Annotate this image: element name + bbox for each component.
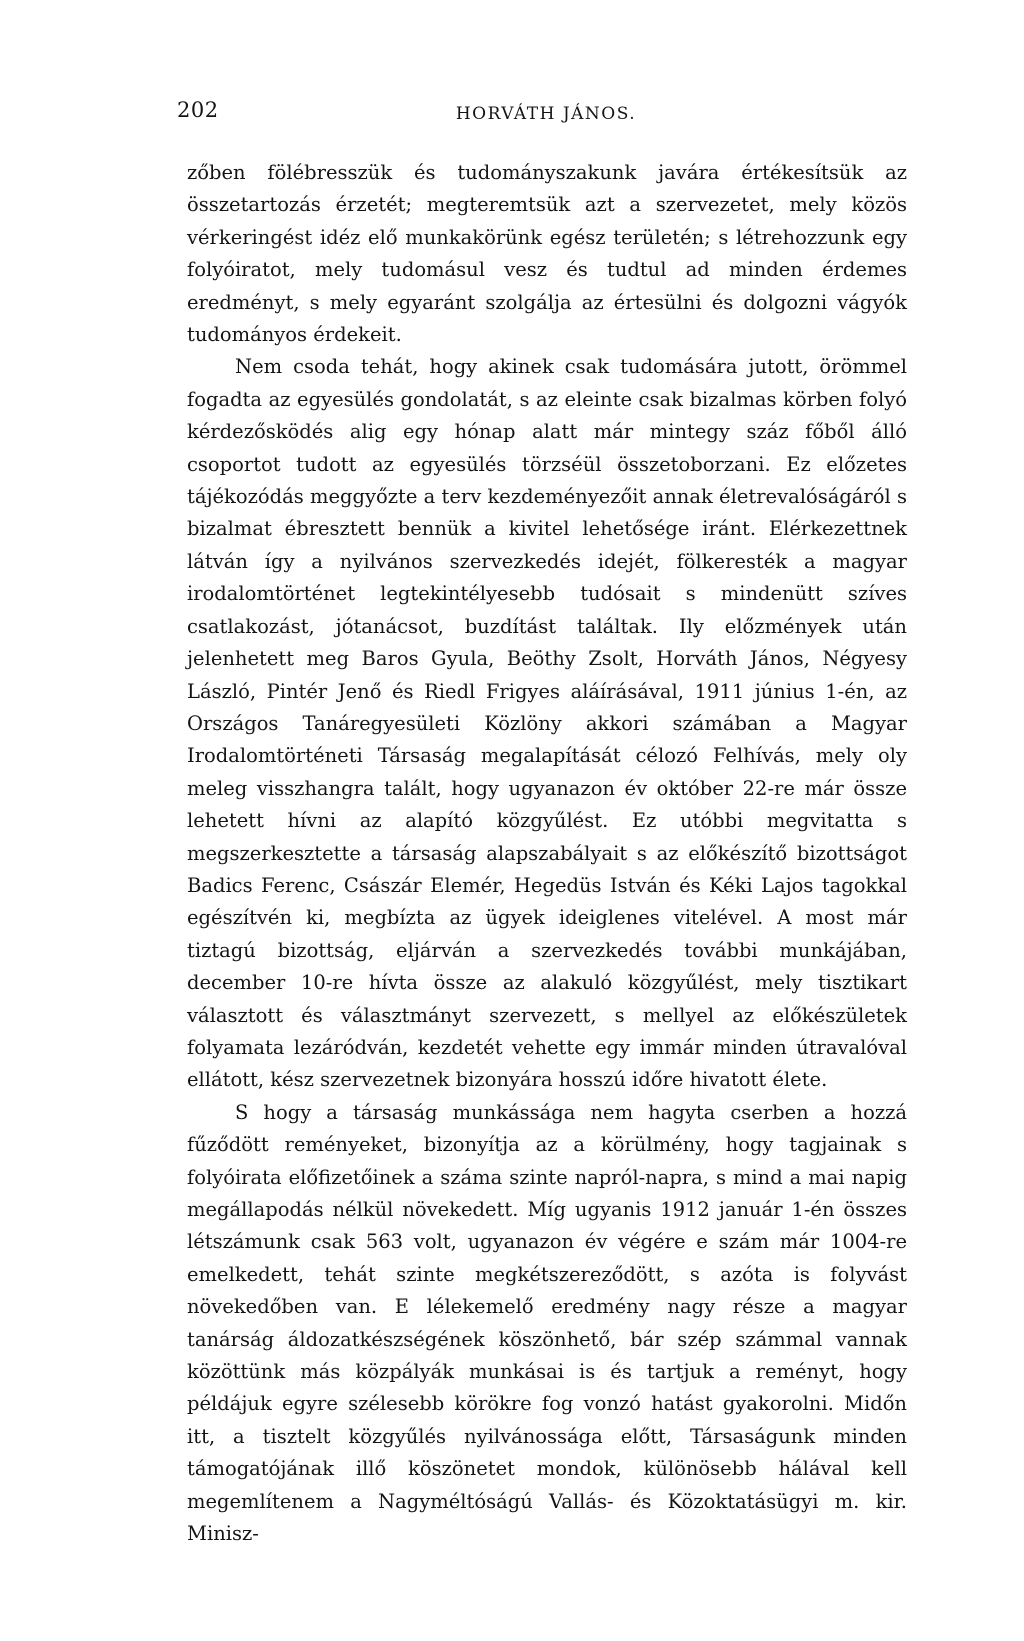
running-title: HORVÁTH JÁNOS. bbox=[455, 104, 637, 124]
paragraph: Nem csoda tehát, hogy akinek csak tudomására jutott, örömmel fogadta az egyesülés gondolatát, s az eleinte csak bizalmas körben folyó kérdezősködés alig egy hónap alatt már mintegy száz főből álló csoportot tudott az egyesülés törzséül összetoborzani. Ez előzetes tájékozódás meggyőzte a terv kezdeményezőit annak életrevalóságáról s bizalmat ébresztett bennük a kivitel lehetősége iránt. Elérkezettnek látván így a nyilvános szervezkedés idejét, fölkeresték a magyar irodalomtörténet legtekintélyesebb tudósait s mindenütt szíves csatlakozást, jótanácsot, buzdítást találtak. Ily előzmények után jelenhetett meg Baros Gyula, Beöthy Zsolt, Horváth János, Négyesy László, Pintér Jenő és Riedl Frigyes aláírásával, 1911 június 1-én, az Országos Tanáregyesületi Közlöny akkori számában a Magyar Irodalomtörténeti Társaság megalapítását célozó Felhívás, mely oly meleg visszhangra talált, hogy ugyanazon év október 22-re már össze lehetett hívni az alapító közgyűlést. Ez utóbbi megvitatta s megszerkesztette a társaság alapszabályait s az előkészítő bizottságot Badics Ferenc, Császár Elemér, Hegedüs István és Kéki Lajos tagokkal egészítvén ki, megbízta az ügyek ideiglenes vitelével. A most már tiztagú bizottság, eljárván a szervezkedés további munkájában, december 10-re hívta össze az alakuló közgyűlést, mely tisztikart választott és választmányt szervezett, s mellyel az előkészületek folyamata lezáródván, kezdetét vehette egy immár minden útravalóval ellátott, kész szervezetnek bizonyára hosszú időre hivatott élete. bbox=[187, 355, 907, 1092]
page-number: 202 bbox=[177, 98, 219, 122]
paragraph: S hogy a társaság munkássága nem hagyta cserben a hozzá fűződött reményeket, bizonyítja az a körülmény, hogy tagjainak s folyóirata előfizetőinek a száma szinte napról-napra, s mind a mai napig megállapodás nélkül növekedett. Míg ugyanis 1912 január 1-én összes létszámunk csak 563 volt, ugyanazon év végére e szám már 1004-re emelkedett, tehát szinte megkétszereződött, s azóta is folyvást növekedőben van. E lélekemelő eredmény nagy része a magyar tanárság áldozatkészségének köszönhető, bár szép számmal vannak közöttünk más közpályák munkásai is és tartjuk a reményt, hogy példájuk egyre szélesebb körökre fog vonzó hatást gyakorolni. Midőn itt, a tisztelt közgyűlés nyilvánossága előtt, Társaságunk minden támogatójának illő köszönetet mondok, különösebb hálával kell megemlítenem a Nagyméltóságú Vallás- és Közoktatásügyi m. kir. Minisz- bbox=[187, 1100, 907, 1546]
paragraph-continued: zőben fölébresszük és tudományszakunk javára értékesítsük az összetartozás érzetét; megteremtsük azt a szervezetet, mely közös vérkeringést idéz elő munkakörünk egész területén; s létrehozzunk egy folyóiratot, mely tudomásul vesz és tudtul ad minden érdemes eredményt, s mely egyaránt szolgálja az értesülni és dolgozni vágyók tudományos érdekeit. bbox=[187, 161, 907, 347]
body-text bbox=[187, 157, 907, 1550]
